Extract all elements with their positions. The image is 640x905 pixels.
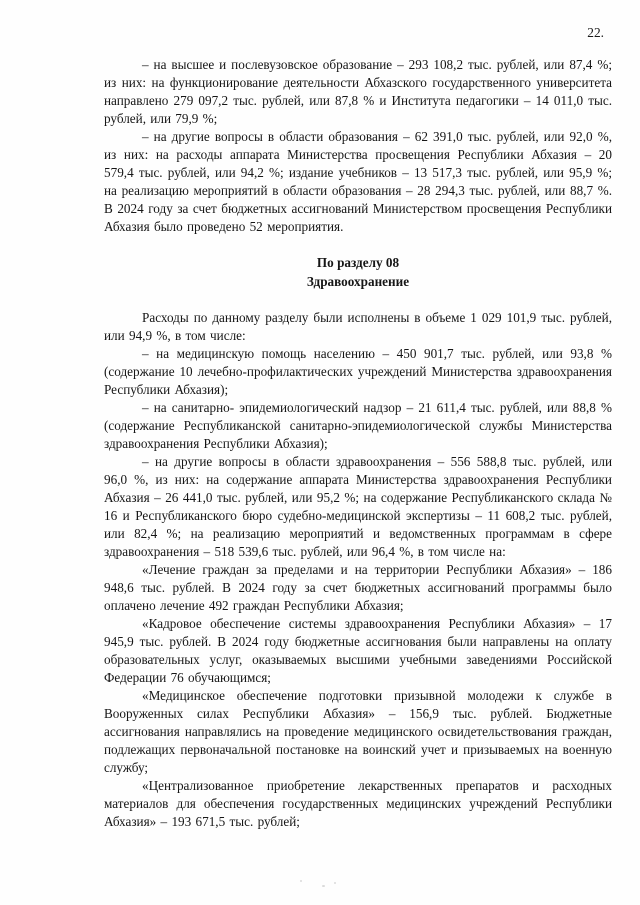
section-heading bbox=[104, 254, 612, 291]
paragraph-health-medical-aid: – на медицинскую помощь населению – 450 901,7 тыс. рублей, или 93,8 % (содержание 10 лечебно-профилактических учреждений Министерства здравоохранения Республики Абхазия); bbox=[104, 346, 612, 397]
paragraph-program-treatment: «Лечение граждан за пределами и на территории Республики Абхазия» – 186 948,6 тыс. рублей. В 2024 году за счет бюджетных ассигнований программы было оплачено лечение 492 граждан Республики Абхазия; bbox=[104, 562, 612, 613]
paragraph-health-other: – на другие вопросы в области здравоохранения – 556 588,8 тыс. рублей, или 96,0 %, из них: на содержание аппарата Министерства здравоохранения Республики Абхазия – 26 441,0 тыс. рублей, или 95,2 %; на содержание Республиканского склада № 16 и Республиканского бюро судебно-медицинской экспертизы – 11 608,2 тыс. рублей, или 82,4 %; на реализацию мероприятий и ведомственных программам в сфере здравоохранения – 518 539,6 тыс. рублей, или 96,4 %, в том числе на: bbox=[104, 454, 612, 559]
scan-artifact bbox=[300, 878, 340, 890]
paragraph-education-higher: – на высшее и послевузовское образование – 293 108,2 тыс. рублей, или 87,4 %; из них: на функционирование деятельности Абхазского государственного университета направлено 279 097,2 тыс. рублей, или 87,8 % и Института педагогики – 14 011,0 тыс. рублей, или 79,9 %; bbox=[104, 57, 612, 126]
section-heading-title: Здравоохранение bbox=[306, 273, 410, 289]
paragraph-education-other: – на другие вопросы в области образования – 62 391,0 тыс. рублей, или 92,0 %, из них: на расходы аппарата Министерства просвещения Республики Абхазия – 20 579,4 тыс. рублей, или 94,2 %; издание учебников – 13 517,3 тыс. рублей, или 95,9 %; на реализацию мероприятий в области образования – 28 294,3 тыс. рублей, или 88,7 %. В 2024 году за счет бюджетных ассигнований Министерством просвещения Республики Абхазия было проведено 52 мероприятия. bbox=[104, 129, 612, 234]
paragraph-health-total: Расходы по данному разделу были исполнены в объеме 1 029 101,9 тыс. рублей, или 94,9 %, в том числе: bbox=[104, 310, 612, 343]
paragraph-program-staffing: «Кадровое обеспечение системы здравоохранения Республики Абхазия» – 17 945,9 тыс. рублей. В 2024 году бюджетные ассигнования были направлены на оплату образовательных услуг, оказываемых высшими учебными заведениями Российской Федерации 76 обучающимся; bbox=[104, 616, 612, 685]
paragraph-program-medications: «Централизованное приобретение лекарственных препаратов и расходных материалов для обеспечения государственных медицинских учреждений Республики Абхазия» – 193 671,5 тыс. рублей; bbox=[104, 778, 612, 829]
paragraph-program-conscripts: «Медицинское обеспечение подготовки призывной молодежи к службе в Вооруженных силах Республики Абхазия» – 156,9 тыс. рублей. Бюджетные ассигнования направлялись на проведение медицинского освидетельствования граждан, подлежащих первоначальной постановке на воинский учет и призываемых на военную службу; bbox=[104, 688, 612, 775]
section-heading-number: По разделу 08 bbox=[316, 255, 400, 270]
document-body bbox=[104, 56, 612, 831]
page-number: 22. bbox=[587, 25, 604, 40]
paragraph-health-sanitary: – на санитарно- эпидемиологический надзор – 21 611,4 тыс. рублей, или 88,8 % (содержание Республиканской санитарно-эпидемиологической службы Министерства здравоохранения Республики Абхазия); bbox=[104, 400, 612, 451]
